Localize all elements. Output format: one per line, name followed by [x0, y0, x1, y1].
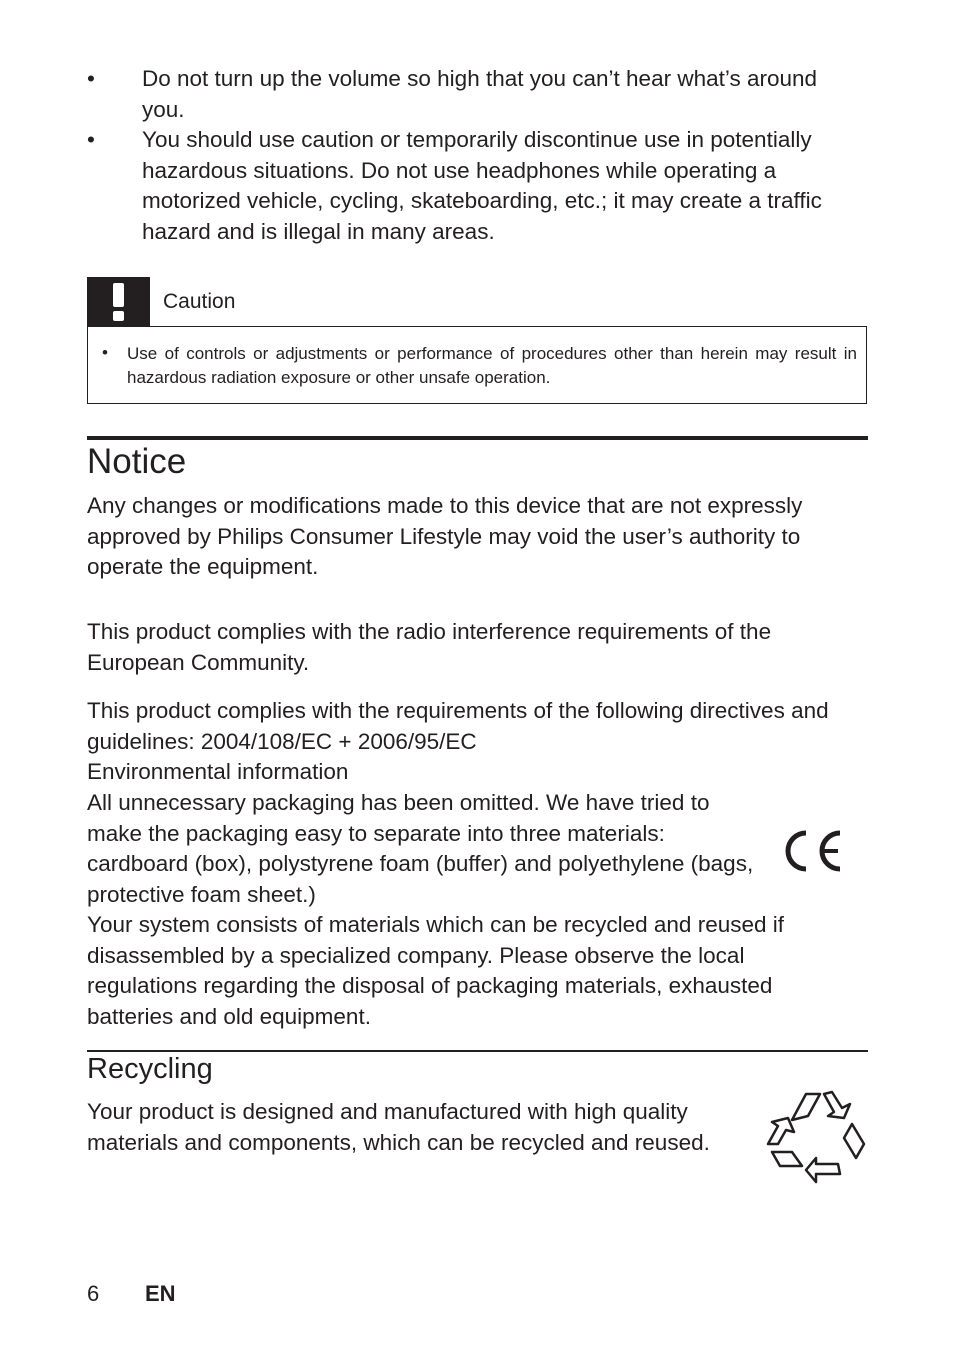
recycle-icon — [762, 1080, 868, 1184]
ce-mark-icon — [784, 829, 844, 873]
page-number: 6 — [87, 1281, 100, 1306]
environment-text — [87, 788, 857, 1032]
caution-header — [87, 277, 235, 326]
notice-paragraph: This product complies with the radio interference requirements of the European Community. — [87, 619, 772, 675]
environment-heading: Environmental information — [87, 759, 349, 784]
caution-box — [87, 326, 867, 404]
notice-paragraph: Any changes or modifications made to this device that are not expressly approved by Philips Consumer Lifestyle may void the user’s authority to operate the equipment. — [87, 493, 803, 579]
bullet-glyph: • — [87, 66, 95, 91]
bullet-glyph: • — [87, 127, 95, 152]
list-item — [87, 64, 847, 125]
notice-paragraph: This product complies with the requirements of the following directives and guidelines: 2004/108/EC + 2006/95/EC — [87, 698, 829, 754]
notice-heading: Notice — [87, 442, 187, 481]
caution-text: Use of controls or adjustments or performance of procedures other than herein may result in hazardous radiation exposure or other unsafe operation. — [127, 344, 857, 387]
bullet-glyph: • — [102, 343, 108, 362]
language-code: EN — [145, 1281, 176, 1306]
list-item — [87, 125, 847, 247]
bullet-text: Do not turn up the volume so high that you can’t hear what’s around you. — [142, 66, 818, 122]
environment-paragraph: All unnecessary packaging has been omitted. We have tried to make the packaging easy to separate into three materials: cardboard (box), polystyrene foam (buffer) and polyethylene (bags, protective foam sheet.) — [87, 790, 754, 907]
caution-title: Caution — [163, 289, 236, 313]
exclamation-icon — [87, 277, 150, 326]
recycling-heading: Recycling — [87, 1053, 213, 1085]
bullet-text: You should use caution or temporarily discontinue use in potentially hazardous situations. Do not use headphones while operating a motorized vehicle, cycling, skateboarding, etc.; it may create a traffic hazard and is illegal in many areas. — [142, 127, 822, 244]
section-divider — [87, 436, 868, 440]
safety-bullet-list — [87, 64, 847, 247]
recycling-paragraph: Your product is designed and manufactured with high quality materials and components, which can be recycled and reused. — [87, 1099, 710, 1155]
environment-paragraph: Your system consists of materials which can be recycled and reused if disassembled by a specialized company. Please observe the local regulations regarding the disposal of packaging materials, exhausted batteries and old equipment. — [87, 912, 784, 1029]
